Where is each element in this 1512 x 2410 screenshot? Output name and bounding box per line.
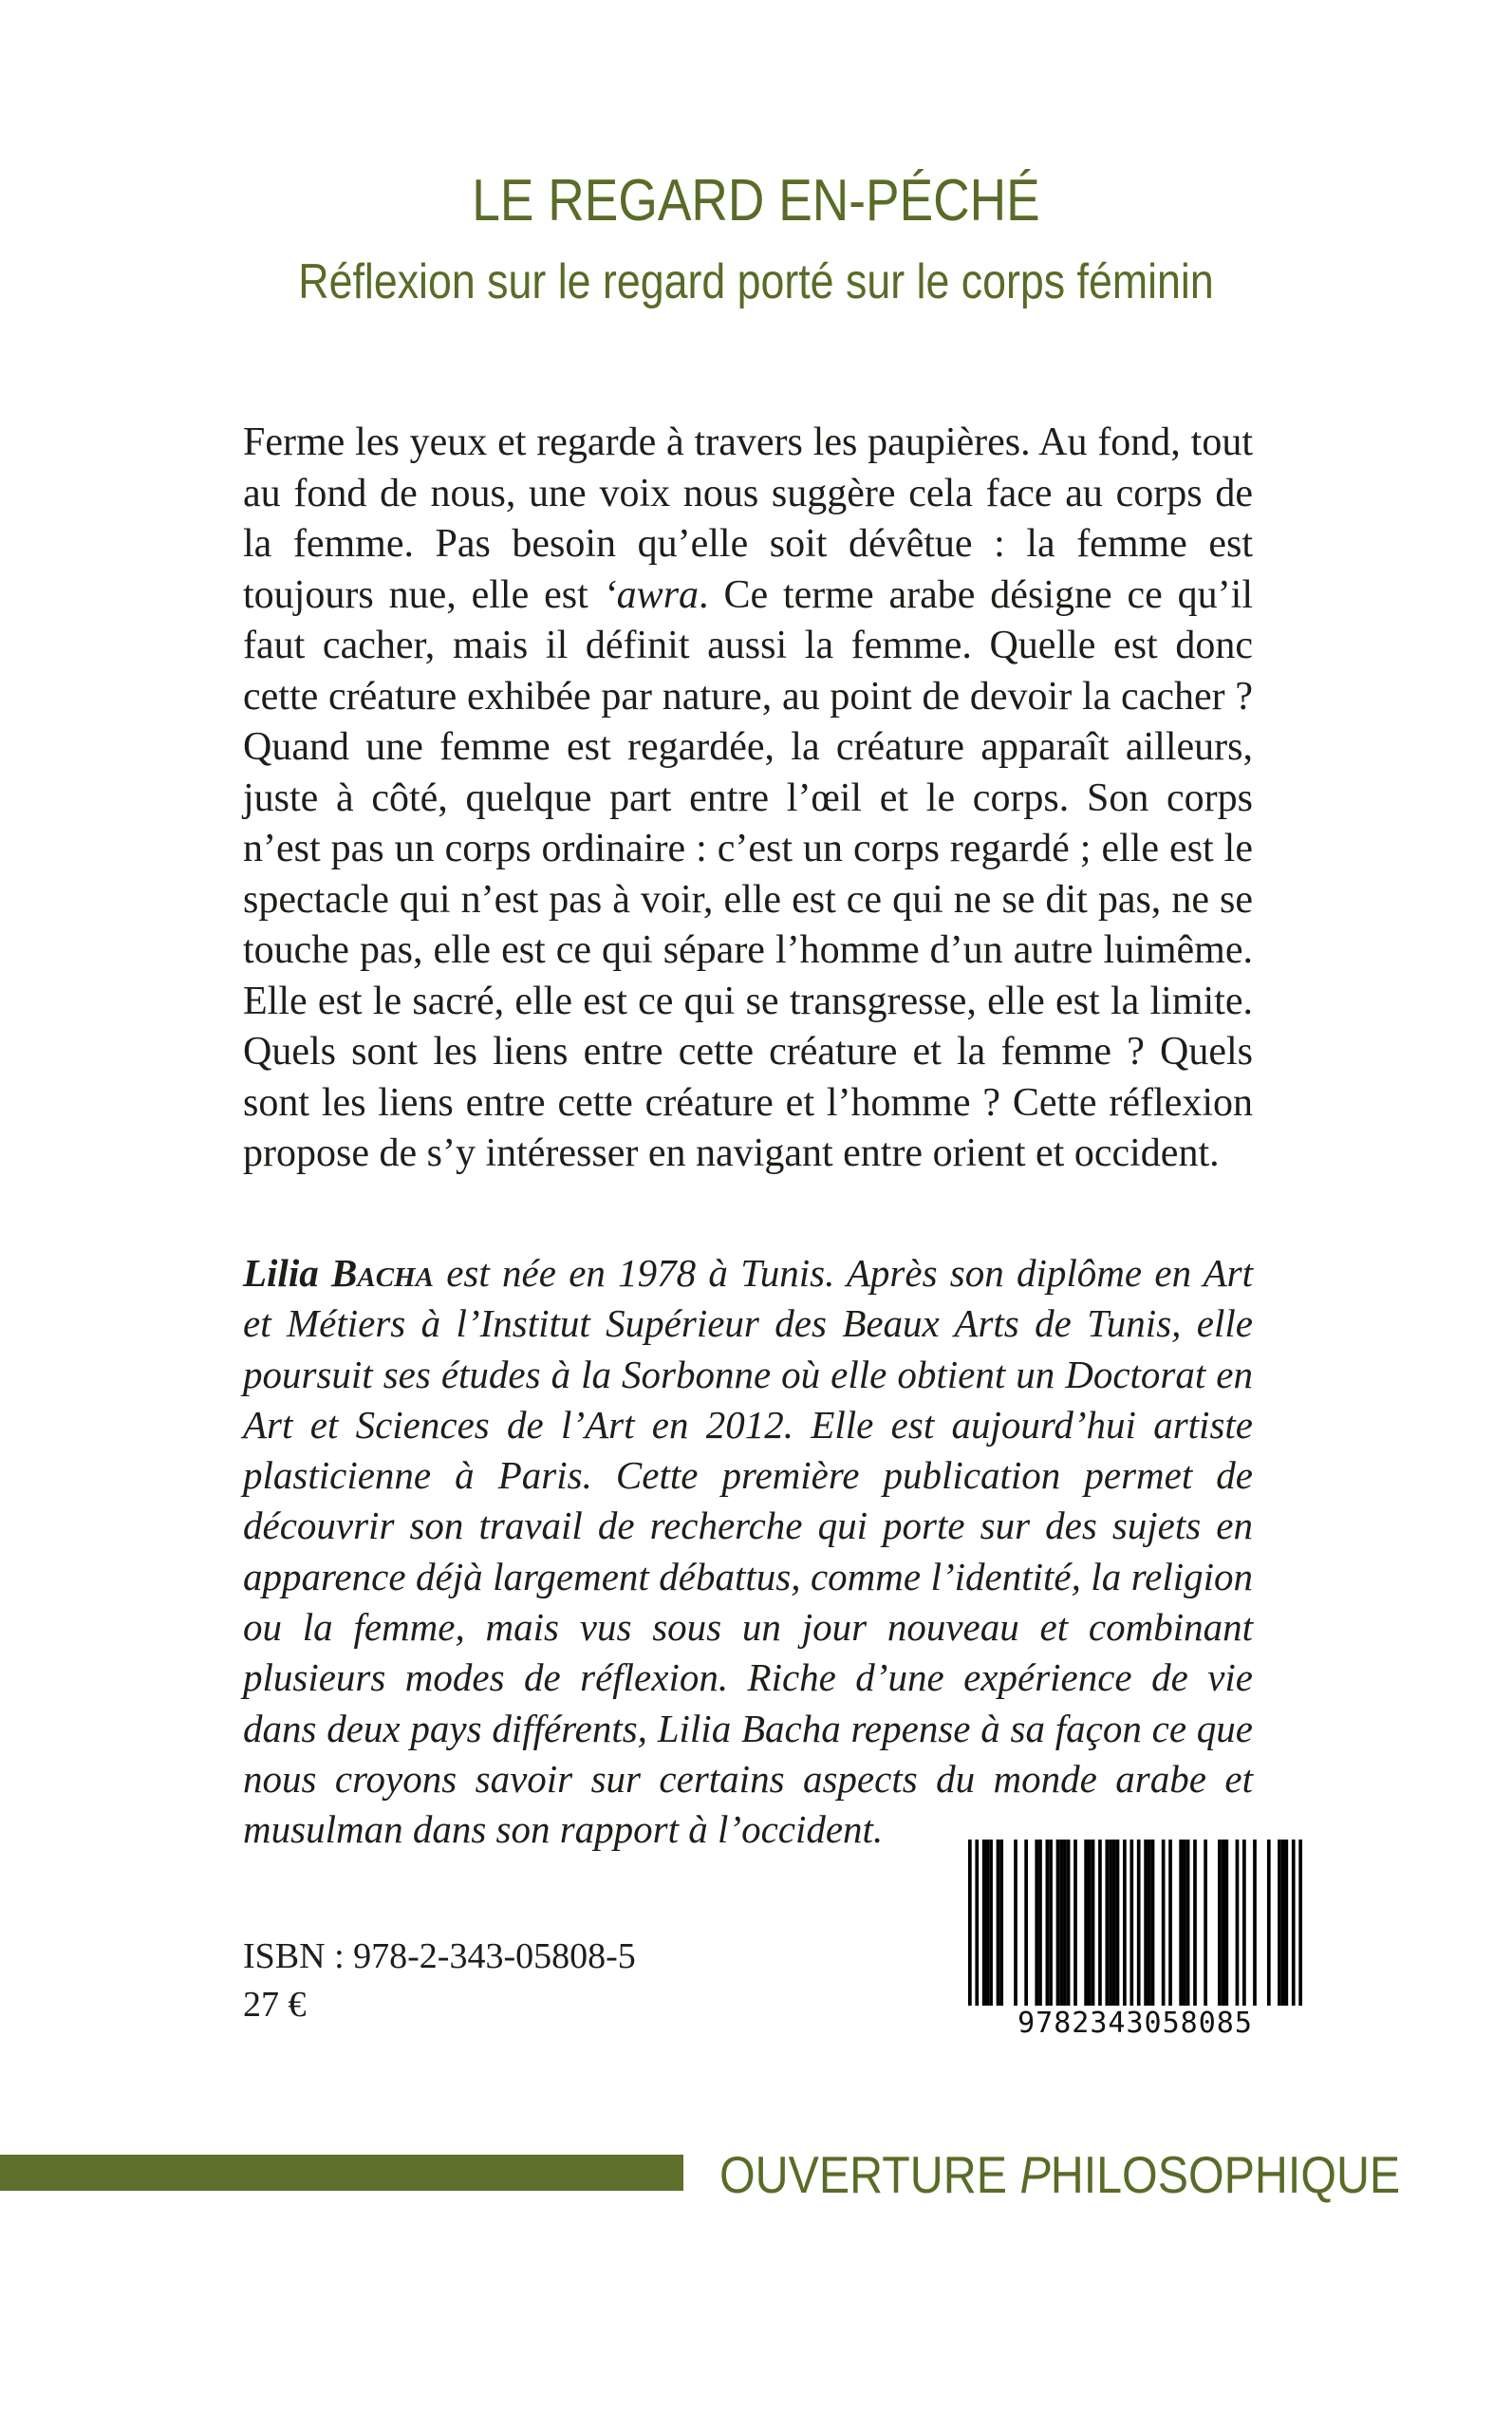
barcode-bar (975, 1840, 979, 2006)
barcode-bar (1092, 1840, 1095, 2006)
barcode-bar (1049, 1840, 1053, 2006)
barcode-bar (1193, 1840, 1197, 2006)
author-bio-text: est née en 1978 à Tunis. Après son diplôme en Art et Métiers à l’Institut Supérieur des Beaux Arts de Tunis, elle poursuit ses études à la Sorbonne où elle obtient un Doctorat en Art et Sciences de l’Art en 2012. Elle est aujourd’hui artiste plasticienne à Paris. Cette première publication permet de découvrir son travail de recherche qui porte sur des sujets en apparence déjà largement débattus, comme l’identité, la religion ou la femme, mais vus sous un jour nouveau et combinant plusieurs modes de réflexion. Riche d’une expérience de vie dans deux pays différents, Lilia Bacha repense à sa façon ce que nous croyons savoir sur certains aspects du monde arabe et musulman dans son rapport à l’occident. (243, 1251, 1253, 1852)
barcode-bar (1253, 1840, 1257, 2006)
barcode-bar (1056, 1840, 1060, 2006)
barcode-bar (1148, 1840, 1151, 2006)
barcode-bar (1035, 1840, 1038, 2006)
barcode-bar (986, 1840, 990, 2006)
barcode-bar (1267, 1840, 1271, 2006)
barcode-bar (1063, 1840, 1067, 2006)
collection-bar (0, 2155, 683, 2191)
barcode-bar (1204, 1840, 1207, 2006)
barcode-bar (1242, 1840, 1246, 2006)
summary-text-2: . Ce terme arabe désigne ce qu’il faut cacher, mais il définit aussi la femme. Quelle est donc cette créature exhibée par nature, au point de devoir la cacher ? Quand une femme est regardée, la créature apparaît ailleurs, juste à côté, quelque part entre l’œil et le corps. Son corps n’est pas un corps ordinaire : c’est un corps regardé ; elle est le spectacle qui n’est pas à voir, elle est ce qui ne se dit pas, ne se touche pas, elle est ce qui sépare l’homme d’un autre luimême. Elle est le sacré, elle est ce qui se transgresse, elle est la limite. Quels sont les liens entre cette créature et la femme ? Quels sont les liens entre cette créature et l’homme ? Cette réflexion propose de s’y intéresser en navigant entre orient et occident. (243, 572, 1254, 1175)
barcode-bar (1084, 1840, 1088, 2006)
author-surname: Bacha (331, 1251, 434, 1295)
collection-word-1: OUVERTURE (719, 2145, 1020, 2204)
barcode-bar (1088, 1840, 1092, 2006)
barcode-bar (1186, 1840, 1190, 2006)
barcode-bar (1024, 1840, 1028, 2006)
barcode-bar (997, 1840, 1000, 2006)
barcode-bar (1292, 1840, 1296, 2006)
barcode-digits: 9782343058085 (1017, 2007, 1253, 2040)
barcode-bar (1144, 1840, 1148, 2006)
price-label: 27 € (243, 1985, 307, 2025)
barcode-bar (989, 1840, 993, 2006)
barcode-bar (1298, 1840, 1302, 2006)
author-first-name: Lilia (243, 1251, 319, 1295)
barcode-bar (1281, 1840, 1285, 2006)
summary-text-1: Ferme les yeux et regarde à travers les paupières. Au fond, tout au fond de nous, une voix nous suggère cela face au corps de la femme. Pas besoin qu’elle soit dévêtue : la femme est toujours nue, elle est (243, 420, 1253, 617)
barcode-bar (1073, 1840, 1077, 2006)
summary-paragraph (243, 418, 1253, 1180)
author-bio (243, 1248, 1253, 1856)
book-title: LE REGARD EN-PÉCHÉ (472, 168, 1040, 234)
barcode-icon (968, 1840, 1302, 2006)
collection-word-2: HILOSOPHIQUE (1050, 2145, 1401, 2204)
barcode-bar (1224, 1840, 1228, 2006)
barcode-bar (1183, 1840, 1186, 2006)
collection-name (719, 2143, 1400, 2206)
barcode-bar (1112, 1840, 1116, 2006)
barcode-bar (1059, 1840, 1063, 2006)
barcode-bar (1179, 1840, 1183, 2006)
barcode-bar (1123, 1840, 1127, 2006)
barcode-bar (1109, 1840, 1112, 2006)
isbn-label: ISBN : 978-2-343-05808-5 (243, 1936, 636, 1976)
barcode-bar (1067, 1840, 1071, 2006)
barcode-bar (982, 1840, 986, 2006)
barcode-bar (1014, 1840, 1017, 2006)
collection-initial: P (1019, 2145, 1051, 2204)
barcode-bar (999, 1840, 1003, 2006)
book-subtitle: Réflexion sur le regard porté sur le corps féminin (298, 254, 1214, 309)
summary-term: ‘awra (603, 572, 700, 617)
barcode-bar (1236, 1840, 1240, 2006)
barcode-bar (1151, 1840, 1155, 2006)
barcode-bar (1278, 1840, 1281, 2006)
barcode-bar (1284, 1840, 1288, 2006)
barcode-bar (1218, 1840, 1222, 2006)
barcode-bar (1137, 1840, 1141, 2006)
barcode-bar (1162, 1840, 1166, 2006)
barcode-bar (968, 1840, 972, 2006)
barcode-bar (1129, 1840, 1133, 2006)
barcode-bar (1098, 1840, 1102, 2006)
barcode-bar (1168, 1840, 1172, 2006)
barcode-bar (1038, 1840, 1042, 2006)
summary-block (243, 418, 1253, 1180)
barcode-bar (1106, 1840, 1110, 2006)
barcode-bar (1046, 1840, 1050, 2006)
barcode-bar (1116, 1840, 1120, 2006)
barcode-bar (1222, 1840, 1225, 2006)
